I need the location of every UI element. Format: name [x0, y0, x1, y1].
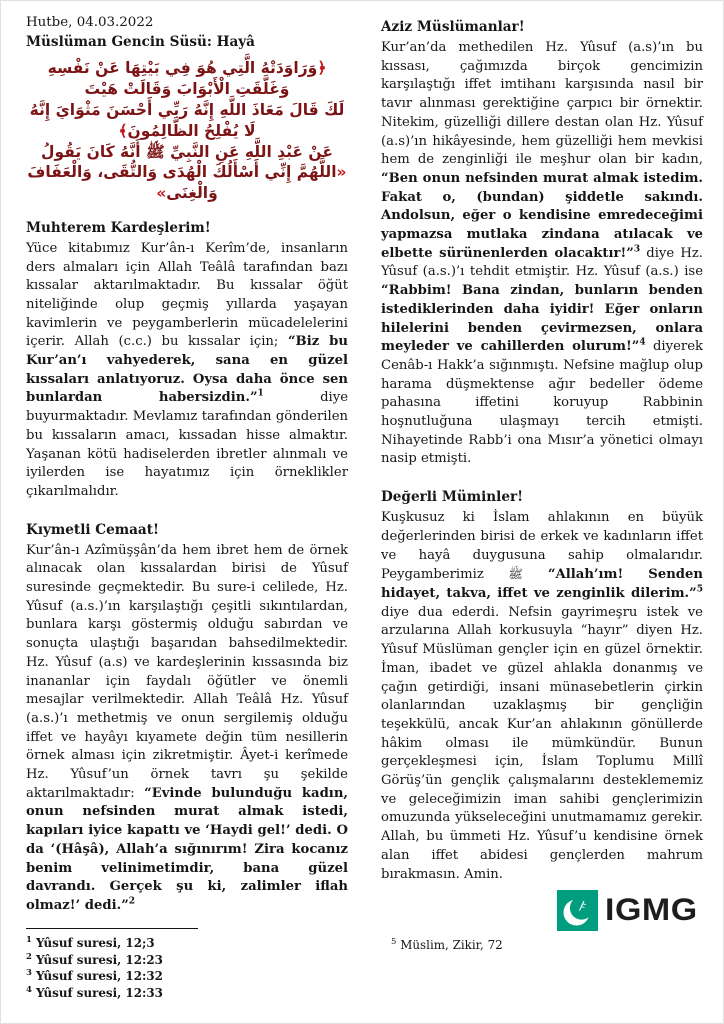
- text-run: عَنْ عَبْدِ اللَّهِ عَنِ النَّبِيِّ ﷺ أَنَّهُ كَانَ يَقُولُ: [41, 142, 333, 161]
- text-run: «: [336, 163, 347, 182]
- arabic-verse-line-2: [26, 100, 348, 142]
- text-run: ﷺ: [508, 567, 523, 582]
- text-run: وَرَاوَدَتْهُ الَّتِي هُوَ فِي بَيْتِهَا عَنْ نَفْسِهِ وَغَلَّقَتِ الْأَبْوَابَ وَقَالَتْ هَيْتَ: [47, 59, 318, 99]
- text-run: diye buyurmaktadır. Mevlamız tarafından gönderilen bu kıssaların amacı, kıssadan hisse almaktır. Yaşanan kötü hadiselerden ibretler alınmalı ve iyilerden ise hayatımız için örneklikler çıkarılmalıdır.: [26, 390, 348, 499]
- text-run: 1: [257, 389, 264, 400]
- text-run: لَكَ قَالَ مَعَاذَ اللَّهِ إِنَّهُ رَبِّي أَحْسَنَ مَثْوَايَ إِنَّهُ لَا يُفْلِحُ الظَّالِمُونَ: [29, 100, 345, 140]
- text-run: 2: [128, 896, 136, 907]
- footnote-3: [26, 968, 356, 985]
- footnotes-left-block: [26, 928, 356, 1001]
- text-run: Yûsuf suresi, 12:32: [31, 969, 163, 983]
- text-run: 4: [26, 984, 32, 995]
- text-run: »: [156, 184, 167, 203]
- text-run: Yûsuf suresi, 12:23: [31, 952, 163, 967]
- footnote-2: [26, 952, 356, 969]
- paragraph-kiymetli-cemaat: [26, 542, 348, 916]
- arabic-isnad-line: [26, 142, 348, 163]
- text-run: “Allah’ım! Senden hidayet, takva, iffet ve zenginlik dilerim.”: [381, 567, 703, 601]
- text-run: “Evinde bulunduğu kadın, onun nefsinden murat almak istedi, kapıları iyice kapattı ve ‘Haydi gel!’ dedi. O da ‘(Hâşâ), Allah’a sığınırım! Zira kocanız benim velinimetimdir, bana güzel davrandı. Gerçek şu ki, zalimler iflah olmaz!’ dedi.”: [26, 785, 348, 913]
- paragraph-muhterem-kardeslerim: [26, 240, 348, 502]
- text-run: Müslim, Zikir, 72: [396, 938, 503, 952]
- text-run: “Biz bu Kur’an’ı vahyederek, sana en güzel kıssaları anlatıyoruz. Oysa daha önce sen bunlardan habersizdin.”: [26, 334, 348, 406]
- section-heading-aziz-muslumanlar: Aziz Müslümanlar!: [381, 19, 525, 35]
- text-run: 5: [696, 584, 703, 595]
- arabic-quote-block: [26, 58, 348, 203]
- igmg-logo-text: IGMG: [605, 892, 698, 928]
- text-run: “Rabbim! Bana zindan, bunların benden istediklerinden daha iyidir! Eğer onların hilelerini benden çevirmezsen, onlara meyleder ve cahillerden olurum!”: [381, 283, 703, 355]
- text-run: Kur’an’da methedilen Hz. Yûsuf (a.s)’ın bu kıssası, çağımızda birçok gencimizin karşılaştığı iffet imtihanı karşısında nasıl bir tavır alınması gerektiğine çarpıcı bir örnektir. Nitekim, güzelliği dillere destan olan Hz. Yûsuf (a.s)’ın hikâyesinde, hem güzelliği hem mevkisi hem de zenginliği ile meşhur olan bir kadın,: [381, 40, 703, 168]
- text-run: اللَّهُمَّ إِنِّي أَسْأَلُكَ الْهُدَى وَالتُّقَى، وَالْعَفَافَ وَالْغِنَى: [27, 163, 337, 203]
- text-run: diye dua ederdi. Nefsin gayrimeşru istek ve arzularına Allah korkusuyla “hayır” diyen Hz. Yûsuf Müslüman gençler için en güzel örnektir. İman, ibadet ve güzel ahlakla donanmış ve çağın getirdiği, insani münasebetlerin çirkin olanlarından uzaklaşmış bir gençliğin teşekkülü, ancak Kur’an ahlakının gönüllerde hâkim olması ile mümkündür. Bunun gerçekleşmesi için, İslam Toplumu Millî Görüş’ün gençlik çalışmalarını desteklememiz ve geleceğimizin iman sahibi gençlerimizin omuzunda yükseleceğini unutmamamız gerekir. Allah, bu ümmeti Hz. Yûsuf’u kendisine örnek alan iffet abidesi gençlerden mahrum bırakmasın. Amin.: [381, 604, 703, 882]
- text-run: Yüce kitabımız Kur’ân-ı Kerîm’de, insanların ders almaları için Allah Teâlâ tarafından bazı kıssalar aktarılmaktadır. Bu kıssalar öğüt niteliğinde olup geçmiş yıllarda yaşayan kavimlerin ve peygamberlerin mücadelelerini içerir. Allah (c.c.) bu kıssalar için;: [26, 240, 348, 350]
- paragraph-degerli-muminler: [381, 509, 703, 884]
- text-run: diye Hz. Yûsuf (a.s.)’ı tehdit etmiştir. Hz. Yûsuf (a.s.) ise: [381, 245, 703, 280]
- text-run: diyerek Cenâb-ı Hakk’a sığınmıştı. Nefsine mağlup olup harama düşmektense ağır bedeller ödeme pahasına iffetini koruyup Rabbinin hoşnutluğuna ulaşmayı tercih etmişti. Nihayetinde Rabb’i ona Mısır’a yönetici olmayı nasip etmişti.: [381, 339, 703, 467]
- text-run: Kuşkusuz ki İslam ahlakının en büyük değerlerinden birisi de erkek ve kadınların iffet ve hayâ duygusuna sahip olmalarıdır. Peygamberimiz: [381, 510, 703, 583]
- document-date: Hutbe, 04.03.2022: [26, 15, 154, 30]
- footnote-1: [26, 935, 356, 952]
- paragraph-aziz-muslumanlar: [381, 39, 703, 469]
- footnote-5: [391, 937, 701, 954]
- text-run: Yûsuf suresi, 12;3: [31, 936, 155, 950]
- text-run: 2: [26, 951, 32, 962]
- left-column: [26, 14, 348, 916]
- text-run: 3: [633, 244, 641, 255]
- footnote-separator-rule: [26, 928, 198, 929]
- section-heading-degerli-muminler: Değerli Müminler!: [381, 489, 524, 506]
- text-run: 1: [26, 935, 32, 946]
- document-title: Müslüman Gencin Süsü: Hayâ: [26, 34, 255, 51]
- section-heading-muhterem-kardeslerim: Muhterem Kardeşlerim!: [26, 219, 211, 236]
- text-run: Yûsuf suresi, 12:33: [31, 985, 163, 1000]
- text-run: 3: [26, 968, 32, 979]
- arabic-hadith-line: [26, 162, 348, 204]
- text-run: Kur’ân-ı Azîmüşşân’da hem ibret hem de örnek alınacak olan kıssalardan birisi de Yûsuf suresinde geçmektedir. Bu sure-i celilede, Hz. Yûsuf (a.s.)’ın karşılaştığı çeşitli sıkıntılardan, bunlara karşı göstermiş olduğu sabırdan ve sonuçta ulaştığı başarıdan bahsedilmektedir. Hz. Yûsuf (a.s) ve kardeşlerinin kıssasında biz inananlar için faydalı öğütler ve önemli mesajlar verilmektedir. Allah Teâlâ Hz. Yûsuf (a.s.)’ı methetmiş ve onun sergilemiş olduğu iffet ve hayâyı kıyamete değin tüm nesillerin örnek alması için zikretmiştir. Âyet-i kerîmede Hz. Yûsuf’un örnek tavrı şu şekilde aktarılmaktadır:: [26, 542, 348, 801]
- right-column: [381, 14, 703, 916]
- footnote-4: [26, 985, 356, 1002]
- text-run: ﴾: [118, 121, 128, 140]
- igmg-logo: [557, 890, 698, 931]
- text-run: 5: [391, 937, 397, 948]
- text-run: 4: [639, 337, 646, 348]
- igmg-crescent-leaf-icon: [557, 890, 598, 931]
- two-column-layout: [26, 14, 703, 916]
- text-run: “Ben onun nefsinden murat almak istedim. Fakat o, (bundan) şiddetle sakındı. Andolsun, eğer o kendisine emredeceğimi yapmazsa mutlaka zindana atılacak ve elbette sürünenlerden olacaktır!”: [381, 170, 703, 261]
- section-heading-kiymetli-cemaat: Kıymetli Cemaat!: [26, 521, 159, 538]
- arabic-verse-line-1: [26, 58, 348, 100]
- text-run: ﴿: [317, 59, 327, 78]
